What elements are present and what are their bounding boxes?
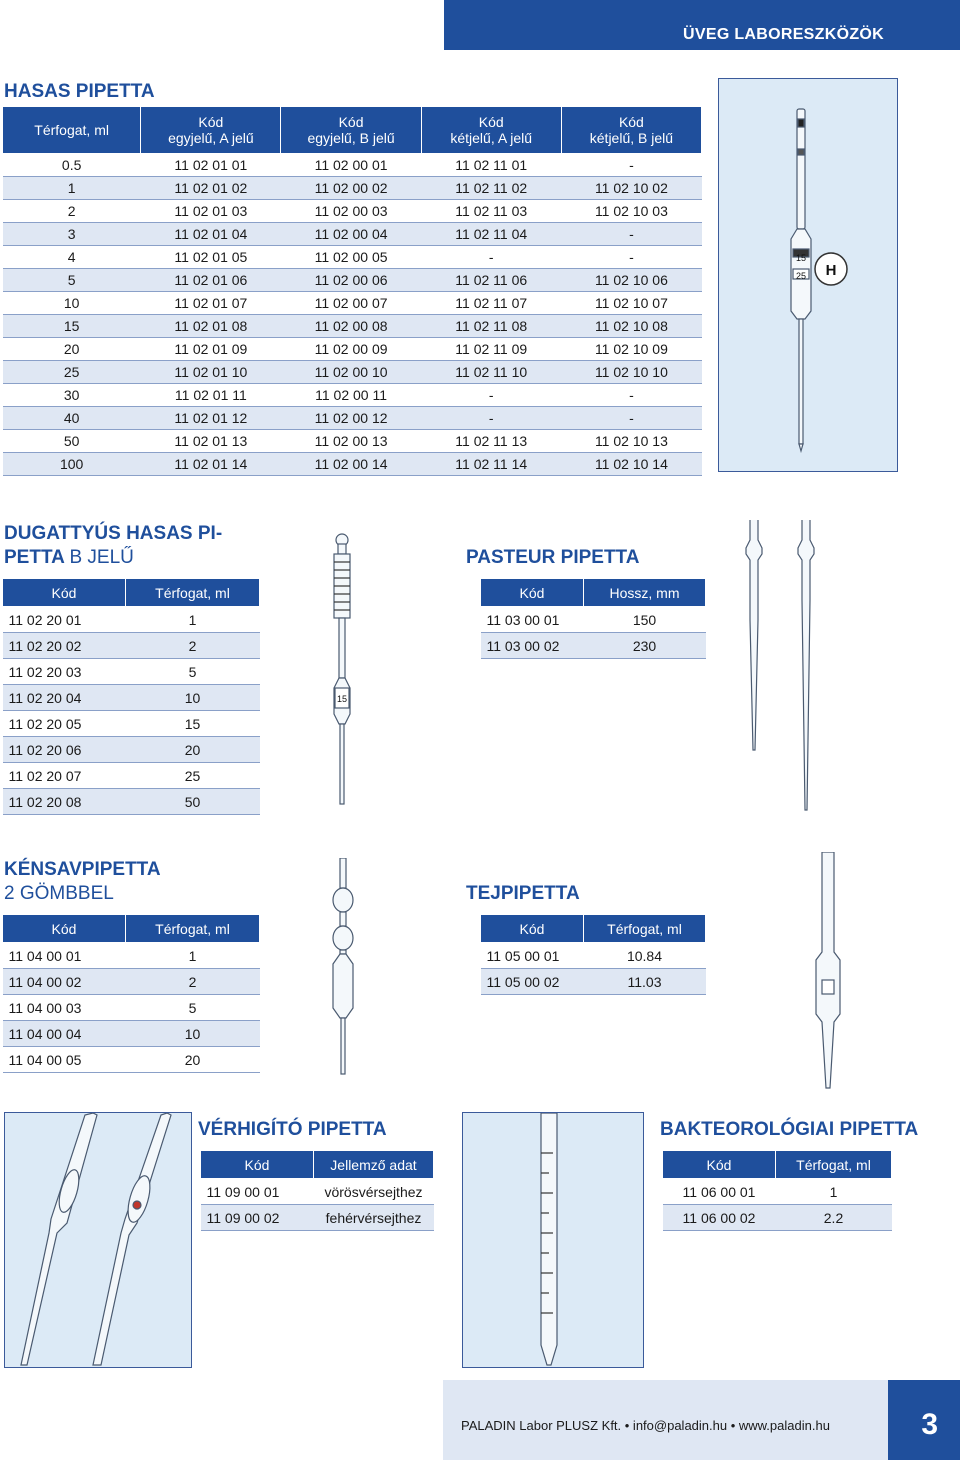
dugattyus-title: DUGATTYÚS HASAS PI- PETTA B JELŰ — [4, 523, 223, 568]
table-row — [3, 763, 260, 789]
table-cell: 15 — [3, 315, 141, 338]
table-cell: 11 02 11 03 — [421, 200, 561, 223]
table-row — [3, 315, 702, 338]
kensav-pipette-image — [316, 858, 372, 1078]
hasas-title: HASAS PIPETTA — [4, 81, 155, 102]
table-cell: 11 02 01 08 — [141, 315, 281, 338]
kensav-table — [2, 914, 260, 1073]
table-cell: 11 02 01 12 — [141, 407, 281, 430]
table-row — [481, 969, 706, 995]
table-row — [201, 1179, 434, 1205]
table-cell: 11 02 20 06 — [3, 737, 126, 763]
table-row — [3, 659, 260, 685]
pasteur-table — [480, 578, 706, 659]
table-cell: 11 02 11 01 — [421, 154, 561, 177]
table-cell: - — [561, 223, 701, 246]
table-cell: 10 — [126, 1021, 260, 1047]
table-row — [3, 943, 260, 969]
table-cell: 40 — [3, 407, 141, 430]
col-length: Hossz, mm — [584, 579, 706, 607]
table-cell: 11 02 11 08 — [421, 315, 561, 338]
col-code: Kód kétjelű, B jelű — [561, 107, 701, 154]
table-cell: 1 — [126, 943, 260, 969]
table-row — [201, 1205, 434, 1231]
table-cell: 50 — [126, 789, 260, 815]
table-cell: 11 09 00 01 — [201, 1179, 314, 1205]
table-row — [3, 685, 260, 711]
table-cell: 11 02 01 02 — [141, 177, 281, 200]
table-cell: 5 — [3, 269, 141, 292]
col-volume: Térfogat, ml — [126, 579, 260, 607]
table-cell: 20 — [126, 737, 260, 763]
table-row — [3, 633, 260, 659]
table-row — [3, 737, 260, 763]
table-cell: 11 02 01 04 — [141, 223, 281, 246]
hasas-pipette-image — [718, 78, 898, 472]
table-cell: 11 09 00 02 — [201, 1205, 314, 1231]
table-cell: - — [561, 154, 701, 177]
table-cell: 11 02 01 01 — [141, 154, 281, 177]
table-cell: 11 02 01 13 — [141, 430, 281, 453]
table-row — [481, 633, 706, 659]
page-number-box — [888, 1380, 960, 1460]
table-cell: 11 06 00 02 — [663, 1205, 776, 1231]
col-code: Kód — [3, 579, 126, 607]
table-cell: 11 02 01 03 — [141, 200, 281, 223]
table-cell: 11 02 10 03 — [561, 200, 701, 223]
table-cell: 11 02 01 07 — [141, 292, 281, 315]
table-row — [3, 200, 702, 223]
col-characteristic: Jellemző adat — [314, 1151, 434, 1179]
table-row — [3, 607, 260, 633]
table-row — [481, 607, 706, 633]
bakteo-title: BAKTEOROLÓGIAI PIPETTA — [660, 1119, 919, 1140]
footer-contact: PALADIN Labor PLUSZ Kft. • info@paladin.hu • www.paladin.hu — [461, 1418, 830, 1433]
verhigito-table — [200, 1150, 434, 1231]
table-cell: 11 02 00 03 — [281, 200, 421, 223]
bakteo-table — [662, 1150, 892, 1231]
table-cell: 11 03 00 02 — [481, 633, 584, 659]
table-cell: - — [561, 384, 701, 407]
table-cell: 11 04 00 03 — [3, 995, 126, 1021]
table-row — [3, 292, 702, 315]
table-cell: 0.5 — [3, 154, 141, 177]
table-cell: 11 02 20 08 — [3, 789, 126, 815]
col-volume: Térfogat, ml — [3, 107, 141, 154]
table-row — [663, 1205, 892, 1231]
table-row — [3, 223, 702, 246]
table-cell: 11 02 20 05 — [3, 711, 126, 737]
table-cell: 11 02 20 04 — [3, 685, 126, 711]
verhigito-pipette-image — [4, 1112, 192, 1368]
table-cell: 11 02 11 02 — [421, 177, 561, 200]
pasteur-pipette-image — [732, 520, 832, 820]
table-row — [3, 1047, 260, 1073]
table-cell: 11 02 01 11 — [141, 384, 281, 407]
table-cell: 25 — [126, 763, 260, 789]
table-cell: 11 02 11 10 — [421, 361, 561, 384]
table-row — [3, 969, 260, 995]
pipette-label: 25 — [795, 271, 807, 281]
tej-table — [480, 914, 706, 995]
pasteur-title: PASTEUR PIPETTA — [466, 547, 640, 568]
dugattyus-table — [2, 578, 260, 815]
blood-pipette-illustration — [5, 1113, 191, 1367]
table-cell: 11 04 00 04 — [3, 1021, 126, 1047]
table-cell: 10.84 — [584, 943, 706, 969]
table-cell: 10 — [126, 685, 260, 711]
table-cell: 11 03 00 01 — [481, 607, 584, 633]
table-cell: 11 02 10 06 — [561, 269, 701, 292]
table-cell: 2.2 — [776, 1205, 892, 1231]
tej-pipette-image — [800, 852, 860, 1092]
pipette-label: 15 — [795, 253, 807, 263]
category-heading: ÜVEG LABORESZKÖZÖK — [683, 26, 884, 43]
table-cell: 20 — [3, 338, 141, 361]
table-row — [3, 361, 702, 384]
table-row — [3, 338, 702, 361]
tej-title: TEJPIPETTA — [466, 883, 580, 904]
table-cell: 3 — [3, 223, 141, 246]
col-code: Kód — [3, 915, 126, 943]
table-cell: fehérvérsejthez — [314, 1205, 434, 1231]
table-cell: 11 02 00 12 — [281, 407, 421, 430]
table-cell: 11 02 20 07 — [3, 763, 126, 789]
header-band — [444, 0, 960, 50]
table-cell: 11 02 10 09 — [561, 338, 701, 361]
table-cell: 11 02 00 05 — [281, 246, 421, 269]
table-cell: 11 02 01 09 — [141, 338, 281, 361]
table-cell: 11 02 10 13 — [561, 430, 701, 453]
table-cell: 11 02 11 06 — [421, 269, 561, 292]
footer — [443, 1380, 960, 1460]
seal-letter: H — [825, 262, 837, 279]
table-row — [3, 407, 702, 430]
table-cell: 11.03 — [584, 969, 706, 995]
table-cell: 11 02 00 08 — [281, 315, 421, 338]
table-cell: 20 — [126, 1047, 260, 1073]
table-row — [3, 995, 260, 1021]
table-cell: 1 — [126, 607, 260, 633]
table-cell: 11 02 01 05 — [141, 246, 281, 269]
table-cell: 11 02 00 10 — [281, 361, 421, 384]
table-cell: - — [561, 246, 701, 269]
col-volume: Térfogat, ml — [776, 1151, 892, 1179]
table-row — [3, 711, 260, 737]
col-code: Kód — [663, 1151, 776, 1179]
hasas-table — [2, 106, 702, 476]
table-cell: 11 02 20 03 — [3, 659, 126, 685]
table-cell: 11 04 00 01 — [3, 943, 126, 969]
table-row — [3, 154, 702, 177]
table-cell: 2 — [3, 200, 141, 223]
table-cell: 1 — [3, 177, 141, 200]
table-cell: 11 02 00 13 — [281, 430, 421, 453]
table-cell: 11 02 01 14 — [141, 453, 281, 476]
verhigito-title: VÉRHIGÍTÓ PIPETTA — [198, 1119, 387, 1140]
table-row — [3, 430, 702, 453]
table-cell: 100 — [3, 453, 141, 476]
table-cell: 11 02 01 10 — [141, 361, 281, 384]
table-cell: 11 05 00 01 — [481, 943, 584, 969]
table-row — [3, 177, 702, 200]
table-cell: 15 — [126, 711, 260, 737]
table-cell: 25 — [3, 361, 141, 384]
table-row — [3, 246, 702, 269]
table-row — [3, 789, 260, 815]
kensav-title: KÉNSAVPIPETTA 2 GÖMBBEL — [4, 859, 161, 904]
table-row — [3, 1021, 260, 1047]
graduated-pipette-illustration — [463, 1113, 643, 1367]
table-cell: 11 02 11 04 — [421, 223, 561, 246]
col-volume: Térfogat, ml — [126, 915, 260, 943]
table-cell: 11 02 10 08 — [561, 315, 701, 338]
table-cell: 11 04 00 05 — [3, 1047, 126, 1073]
table-cell: - — [561, 407, 701, 430]
table-cell: 5 — [126, 659, 260, 685]
table-row — [481, 943, 706, 969]
col-code: Kód — [481, 915, 584, 943]
table-cell: 11 02 00 02 — [281, 177, 421, 200]
table-cell: 11 02 00 04 — [281, 223, 421, 246]
table-cell: 11 02 11 14 — [421, 453, 561, 476]
table-cell: 11 02 00 01 — [281, 154, 421, 177]
table-cell: - — [421, 407, 561, 430]
table-cell: 4 — [3, 246, 141, 269]
table-cell: - — [421, 384, 561, 407]
page-number: 3 — [921, 1408, 938, 1441]
table-cell: 11 02 00 09 — [281, 338, 421, 361]
col-code: Kód kétjelű, A jelű — [421, 107, 561, 154]
table-cell: 11 02 00 14 — [281, 453, 421, 476]
table-cell: 11 02 20 02 — [3, 633, 126, 659]
table-cell: 150 — [584, 607, 706, 633]
table-row — [3, 453, 702, 476]
col-volume: Térfogat, ml — [584, 915, 706, 943]
table-cell: 11 02 10 14 — [561, 453, 701, 476]
table-cell: 11 02 11 09 — [421, 338, 561, 361]
table-cell: vörösvérsejthez — [314, 1179, 434, 1205]
table-cell: 11 04 00 02 — [3, 969, 126, 995]
col-code: Kód — [201, 1151, 314, 1179]
col-code: Kód egyjelű, B jelű — [281, 107, 421, 154]
table-cell: 11 02 01 06 — [141, 269, 281, 292]
table-cell: 11 02 10 10 — [561, 361, 701, 384]
table-cell: 11 02 00 11 — [281, 384, 421, 407]
table-cell: 2 — [126, 969, 260, 995]
table-row — [3, 269, 702, 292]
pipette-illustration — [719, 79, 897, 471]
bakteo-pipette-image — [462, 1112, 644, 1368]
table-cell: 30 — [3, 384, 141, 407]
table-cell: 10 — [3, 292, 141, 315]
table-cell: 11 02 11 13 — [421, 430, 561, 453]
table-cell: 11 02 20 01 — [3, 607, 126, 633]
table-cell: 230 — [584, 633, 706, 659]
col-code: Kód — [481, 579, 584, 607]
table-cell: 11 02 00 06 — [281, 269, 421, 292]
table-cell: 11 02 10 07 — [561, 292, 701, 315]
table-cell: 5 — [126, 995, 260, 1021]
table-cell: 11 02 00 07 — [281, 292, 421, 315]
table-cell: - — [421, 246, 561, 269]
table-cell: 50 — [3, 430, 141, 453]
pipette-label: 15 — [336, 694, 348, 704]
table-row — [3, 384, 702, 407]
table-cell: 2 — [126, 633, 260, 659]
table-cell: 11 06 00 01 — [663, 1179, 776, 1205]
col-code: Kód egyjelű, A jelű — [141, 107, 281, 154]
table-cell: 11 02 11 07 — [421, 292, 561, 315]
table-cell: 1 — [776, 1179, 892, 1205]
table-cell: 11 02 10 02 — [561, 177, 701, 200]
table-cell: 11 05 00 02 — [481, 969, 584, 995]
dugattyus-pipette-image — [318, 528, 374, 818]
table-row — [663, 1179, 892, 1205]
